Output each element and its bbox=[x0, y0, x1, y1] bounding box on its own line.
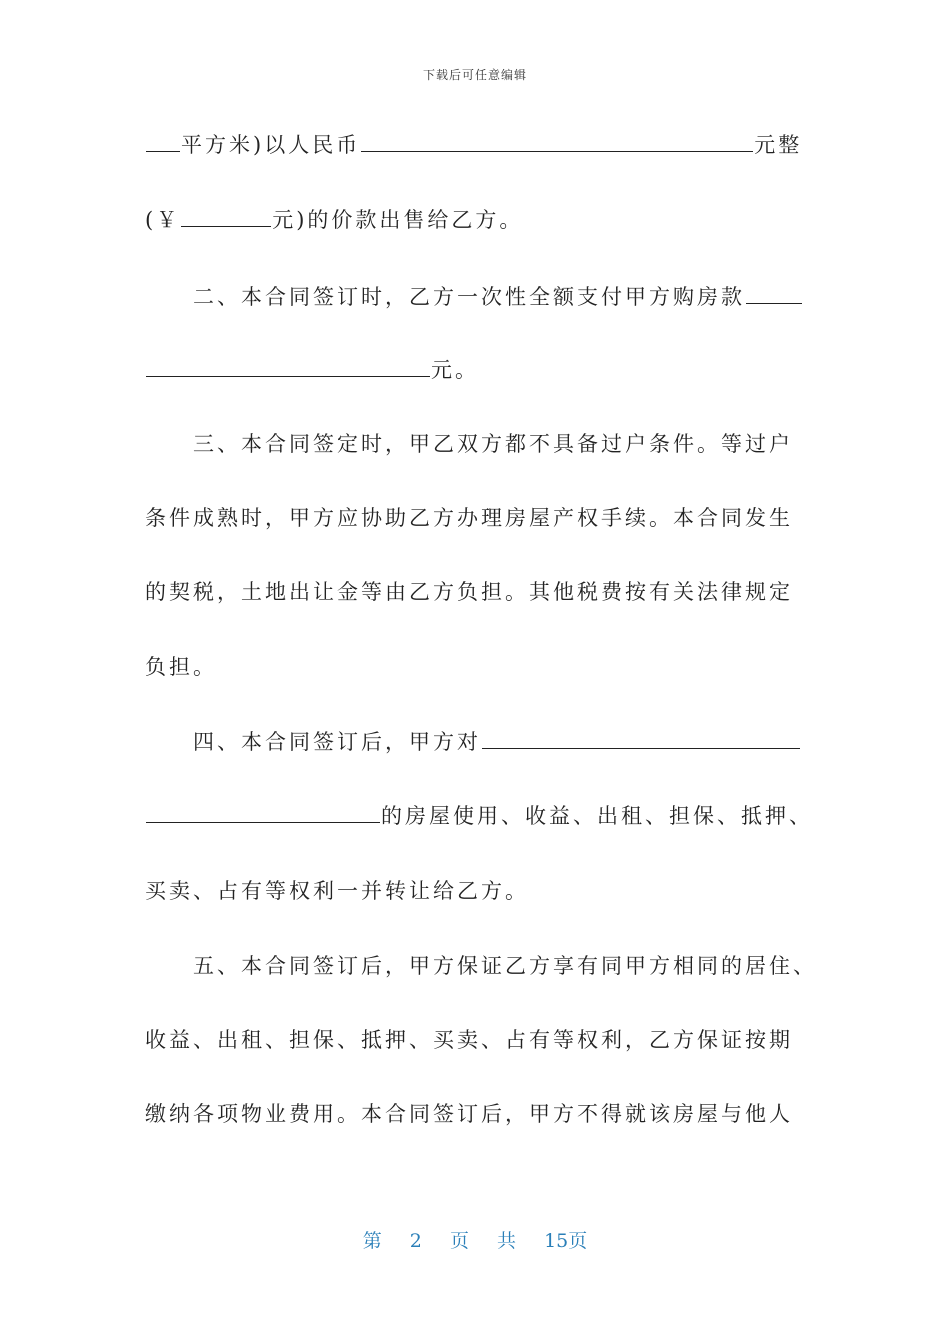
text-line bbox=[145, 503, 793, 533]
text-line bbox=[145, 876, 529, 906]
line-text: 的房屋使用、收益、出租、担保、抵押、 bbox=[381, 804, 813, 828]
line-text: 缴纳各项物业费用。本合同签订后，甲方不得就该房屋与他人 bbox=[145, 1102, 793, 1126]
line-text: 二、本合同签订时，乙方一次性全额支付甲方购房款 bbox=[193, 285, 745, 309]
text-line bbox=[145, 577, 793, 607]
text-line bbox=[145, 652, 217, 682]
line-text: 元。 bbox=[431, 358, 479, 382]
page-header: 下载后可任意编辑 bbox=[422, 68, 527, 82]
text-line bbox=[193, 727, 801, 757]
footer-page-number: 2 bbox=[409, 1230, 422, 1252]
line-text: 的契税，土地出让金等由乙方负担。其他税费按有关法律规定 bbox=[145, 580, 793, 604]
text-line bbox=[193, 951, 817, 981]
footer-di: 第 bbox=[362, 1230, 382, 1252]
line-text: (￥ bbox=[145, 208, 181, 232]
text-line bbox=[145, 205, 523, 235]
fill-blank bbox=[746, 285, 802, 304]
line-text: 平方米)以人民币 bbox=[181, 133, 361, 157]
line-text: 元整 bbox=[754, 133, 803, 157]
line-text: 元)的价款出售给乙方。 bbox=[272, 208, 524, 232]
line-text: 三、本合同签定时，甲乙双方都不具备过户条件。等过户 bbox=[193, 432, 793, 456]
fill-blank bbox=[146, 358, 430, 377]
text-line bbox=[145, 130, 802, 160]
text-line bbox=[193, 282, 803, 312]
text-line bbox=[193, 429, 793, 459]
footer-ye: 页 bbox=[449, 1230, 469, 1252]
line-text: 买卖、占有等权利一并转让给乙方。 bbox=[145, 879, 529, 903]
text-line bbox=[145, 355, 479, 385]
fill-blank bbox=[361, 133, 753, 152]
line-text: 五、本合同签订后，甲方保证乙方享有同甲方相同的居住、 bbox=[193, 954, 817, 978]
fill-blank bbox=[181, 208, 271, 227]
footer-gong: 共 bbox=[497, 1230, 517, 1252]
line-text: 四、本合同签订后，甲方对 bbox=[193, 730, 481, 754]
fill-blank bbox=[482, 730, 800, 749]
text-line bbox=[145, 801, 813, 831]
text-line bbox=[145, 1025, 793, 1055]
line-text: 负担。 bbox=[145, 655, 217, 679]
page-footer bbox=[0, 1226, 950, 1253]
footer-total-pages: 15页 bbox=[544, 1230, 588, 1252]
line-text: 收益、出租、担保、抵押、买卖、占有等权利，乙方保证按期 bbox=[145, 1028, 793, 1052]
line-text: 条件成熟时，甲方应协助乙方办理房屋产权手续。本合同发生 bbox=[145, 506, 793, 530]
fill-blank bbox=[146, 133, 180, 152]
text-line bbox=[145, 1099, 793, 1129]
fill-blank bbox=[146, 804, 380, 823]
